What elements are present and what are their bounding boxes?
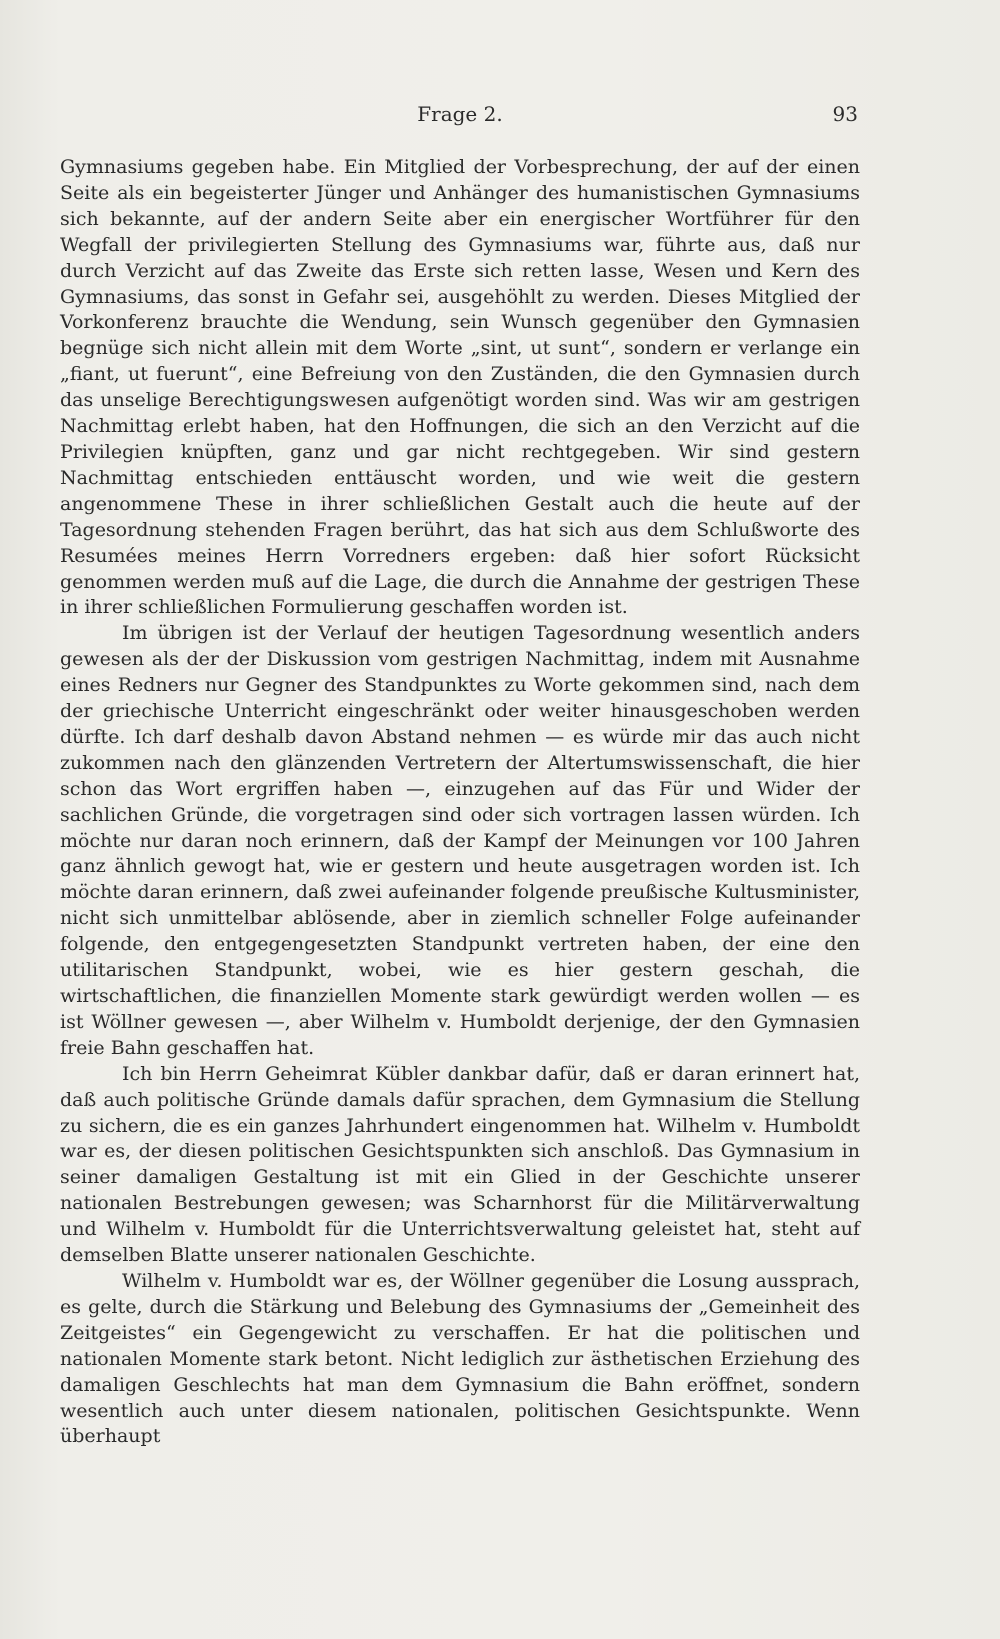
page-header <box>60 102 860 132</box>
running-title: Frage 2. <box>417 102 503 126</box>
body-text <box>60 155 860 1450</box>
paragraph: Ich bin Herrn Geheimrat Kübler dankbar dafür, daß er daran erinnert hat, daß auch politische Gründe damals dafür sprachen, dem Gymnasium die Stellung zu sichern, die es ein ganzes Jahrhundert eingenommen hat. Wilhelm v. Humboldt war es, der diesen politischen Gesichtspunkten sich anschloß. Das Gymnasium in seiner damaligen Gestaltung ist mit ein Glied in der Geschichte unserer nationalen Bestrebungen gewesen; was Scharnhorst für die Militärverwaltung und Wilhelm v. Humboldt für die Unterrichtsverwaltung geleistet hat, steht auf demselben Blatte unserer nationalen Geschichte. <box>60 1062 860 1267</box>
paragraph: Wilhelm v. Humboldt war es, der Wöllner gegenüber die Losung aussprach, es gelte, durch die Stärkung und Belebung des Gymnasiums der „Gemeinheit des Zeitgeistes“ ein Gegengewicht zu verschaffen. Er hat die politischen und nationalen Momente stark betont. Nicht lediglich zur ästhetischen Erziehung des damaligen Geschlechts hat man dem Gymnasium die Bahn eröffnet, sondern wesentlich auch unter diesem nationalen, politischen Gesichtspunkte. Wenn überhaupt <box>60 1269 860 1448</box>
page-number: 93 <box>832 102 858 126</box>
paragraph: Gymnasiums gegeben habe. Ein Mitglied der Vorbesprechung, der auf der einen Seite als ein begeisterter Jünger und Anhänger des humanistischen Gymnasiums sich bekannte, auf der andern Seite aber ein energischer Wortführer für den Wegfall der privilegierten Stellung des Gymnasiums war, führte aus, daß nur durch Verzicht auf das Zweite das Erste sich retten lasse, Wesen und Kern des Gymnasiums, das sonst in Gefahr sei, ausgehöhlt zu werden. Dieses Mitglied der Vorkonferenz brauchte die Wendung, sein Wunsch gegenüber den Gymnasien begnüge sich nicht allein mit dem Worte „sint, ut sunt“, sondern er verlange ein „fiant, ut fuerunt“, eine Befreiung von den Zuständen, die den Gymnasien durch das unselige Berechtigungswesen aufgenötigt worden sind. Was wir am gestrigen Nachmittag erlebt haben, hat den Hoffnungen, die sich an den Verzicht auf die Privilegien knüpften, ganz und gar nicht rechtgegeben. Wir sind gestern Nachmittag entschieden enttäuscht worden, und wie weit die gestern angenommene These in ihrer schließlichen Gestalt auch die heute auf der Tagesordnung stehenden Fragen berührt, das hat sich aus dem Schlußworte des Resumées meines Herrn Vorredners ergeben: daß hier sofort Rücksicht genommen werden muß auf die Lage, die durch die Annahme der gestrigen These in ihrer schließlichen Formulierung geschaffen worden ist. <box>60 156 860 619</box>
paragraph: Im übrigen ist der Verlauf der heutigen Tagesordnung wesentlich anders gewesen als der der Diskussion vom gestrigen Nachmittag, indem mit Ausnahme eines Redners nur Gegner des Standpunktes zu Worte gekommen sind, nach dem der griechische Unterricht eingeschränkt oder weiter hinausgeschoben werden dürfte. Ich darf deshalb davon Abstand nehmen — es würde mir das auch nicht zukommen nach den glänzenden Vertretern der Altertumswissenschaft, die hier schon das Wort ergriffen haben —, einzugehen auf das Für und Wider der sachlichen Gründe, die vorgetragen sind oder sich vortragen lassen würden. Ich möchte nur daran noch erinnern, daß der Kampf der Meinungen vor 100 Jahren ganz ähnlich gewogt hat, wie er gestern und heute ausgetragen worden ist. Ich möchte daran erinnern, daß zwei aufeinander folgende preußische Kultusminister, nicht sich unmittelbar ablösende, aber in ziemlich schneller Folge aufeinander folgende, den entgegengesetzten Standpunkt vertreten haben, der eine den utilitarischen Standpunkt, wobei, wie es hier gestern geschah, die wirtschaftlichen, die finanziellen Momente stark gewürdigt werden wollen — es ist Wöllner gewesen —, aber Wilhelm v. Humboldt derjenige, der den Gymnasien freie Bahn geschaffen hat. <box>60 622 860 1059</box>
